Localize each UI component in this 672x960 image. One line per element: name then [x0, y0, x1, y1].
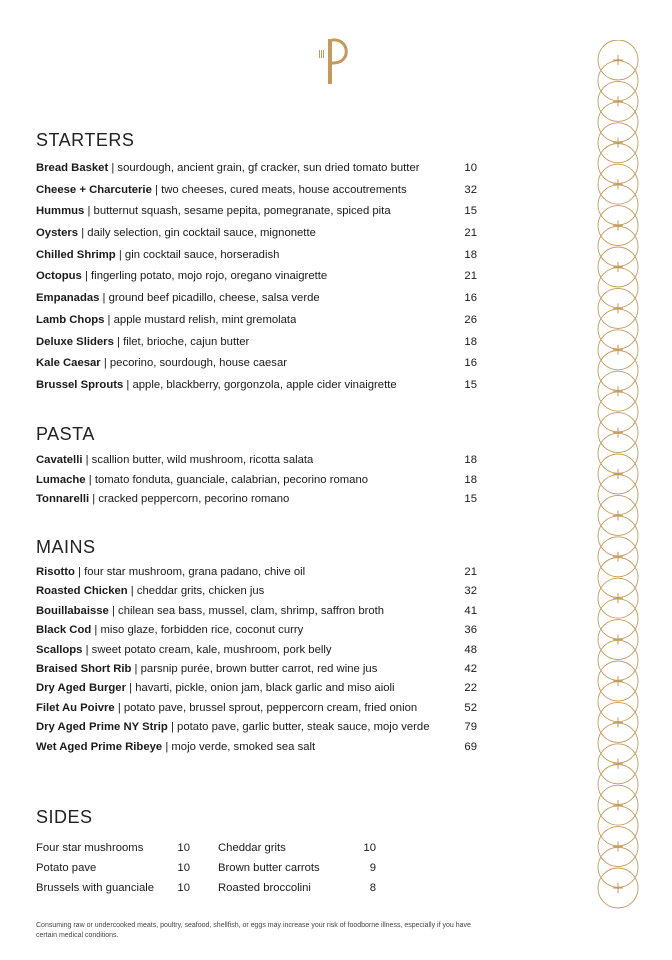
- menu-item: [36, 493, 477, 513]
- menu-item-description: | tomato fonduta, guanciale, calabrian, pecorino romano: [85, 473, 369, 486]
- side-item-price: 10: [363, 842, 376, 854]
- menu-item-text: [36, 721, 430, 733]
- section-title-mains: MAINS: [36, 537, 96, 557]
- side-item-name: Four star mushrooms: [36, 842, 144, 854]
- menu-item-name: Lamb Chops: [36, 313, 105, 326]
- menu-item-text: [36, 474, 368, 486]
- menu-item: [36, 566, 477, 585]
- menu-item-price: 10: [464, 162, 477, 174]
- menu-item-text: [36, 205, 391, 217]
- side-item-price: 10: [177, 882, 190, 894]
- side-item: [36, 862, 190, 874]
- side-item: [218, 882, 376, 894]
- starters-list: [36, 162, 477, 401]
- menu-item-price: 41: [464, 604, 477, 617]
- menu-item-price: 15: [464, 493, 477, 505]
- menu-item-description: | mojo verde, smoked sea salt: [162, 740, 316, 753]
- side-item: [218, 862, 376, 874]
- menu-item-text: [36, 357, 287, 369]
- menu-item-text: [36, 249, 279, 261]
- menu-item: [36, 357, 477, 379]
- menu-item: [36, 663, 477, 682]
- border-circle: [598, 102, 638, 142]
- menu-item: [36, 162, 477, 184]
- side-item-price: 10: [177, 842, 190, 854]
- border-circle: [598, 640, 638, 680]
- menu-item-name: Wet Aged Prime Ribeye: [36, 740, 163, 753]
- foodborne-illness-disclaimer: Consuming raw or undercooked meats, poultry, seafood, shellfish, or eggs may increase your risk of foodborne illness, especially if you have certain medical conditions.: [36, 922, 471, 939]
- border-circle: [598, 599, 638, 639]
- menu-item-name: Black Cod: [36, 624, 92, 637]
- border-circle: [598, 185, 638, 225]
- menu-item-description: | sourdough, ancient grain, gf cracker, sun dried tomato butter: [108, 162, 420, 174]
- side-item-price: 9: [369, 862, 376, 874]
- menu-item-description: | daily selection, gin cocktail sauce, mignonette: [78, 227, 316, 240]
- menu-item-price: 32: [464, 183, 477, 196]
- menu-item: [36, 585, 477, 604]
- menu-item-name: Oysters: [36, 227, 79, 240]
- menu-item-name: Roasted Chicken: [36, 585, 128, 598]
- border-circle: [598, 558, 638, 598]
- menu-item-name: Scallops: [36, 643, 83, 656]
- menu-item-description: | miso glaze, forbidden rice, coconut curry: [91, 624, 304, 637]
- menu-item-text: [36, 682, 395, 694]
- menu-item-name: Octopus: [36, 270, 82, 283]
- menu-item-description: | potato pave, brussel sprout, peppercorn cream, fried onion: [114, 701, 418, 714]
- border-circle: [598, 723, 638, 763]
- menu-item-name: Empanadas: [36, 292, 100, 305]
- menu-item-text: [36, 566, 305, 578]
- menu-item-description: | ground beef picadillo, cheese, salsa verde: [99, 292, 320, 305]
- side-item-price: 10: [177, 862, 190, 874]
- menu-item-description: | sweet potato cream, kale, mushroom, pork belly: [82, 643, 332, 656]
- section-title-sides: SIDES: [36, 807, 93, 827]
- menu-item-price: 42: [464, 662, 477, 675]
- menu-item-name: Dry Aged Burger: [36, 682, 126, 695]
- menu-item-description: | cracked peppercorn, pecorino romano: [89, 493, 290, 505]
- menu-item: [36, 336, 477, 358]
- menu-item: [36, 314, 477, 336]
- menu-item-description: | scallion butter, wild mushroom, ricotta salata: [82, 454, 314, 466]
- menu-item-text: [36, 184, 407, 196]
- sides-row: [36, 878, 376, 898]
- menu-item-price: 79: [464, 721, 477, 734]
- menu-item: [36, 184, 477, 206]
- menu-item-name: Braised Short Rib: [36, 662, 132, 675]
- menu-item-price: 18: [464, 248, 477, 261]
- menu-item-text: [36, 379, 397, 391]
- menu-item-text: [36, 605, 384, 617]
- menu-item-text: [36, 663, 377, 675]
- pasta-list: [36, 454, 477, 513]
- menu-item-description: | apple mustard relish, mint gremolata: [104, 313, 297, 326]
- border-circle: [598, 268, 638, 308]
- menu-item-name: Deluxe Sliders: [36, 335, 114, 348]
- menu-item-description: | two cheeses, cured meats, house accoutrements: [151, 183, 407, 196]
- menu-item-description: | parsnip purée, brown butter carrot, red wine jus: [131, 662, 378, 675]
- menu-item-name: Kale Caesar: [36, 357, 101, 370]
- menu-item-text: [36, 227, 316, 239]
- menu-item-description: | chilean sea bass, mussel, clam, shrimp, saffron broth: [108, 604, 385, 617]
- menu-item-price: 21: [464, 566, 477, 578]
- menu-item: [36, 474, 477, 494]
- border-circle: [598, 765, 638, 805]
- menu-item-description: | filet, brioche, cajun butter: [113, 335, 250, 348]
- mains-list: [36, 566, 477, 760]
- border-circle: [598, 682, 638, 722]
- menu-item: [36, 721, 477, 740]
- border-circle: [598, 516, 638, 556]
- menu-item-price: 36: [464, 624, 477, 637]
- border-circle: [598, 392, 638, 432]
- menu-item-text: [36, 292, 320, 304]
- menu-item-name: Tonnarelli: [36, 493, 90, 505]
- menu-item-name: Hummus: [36, 205, 85, 218]
- menu-item-description: | gin cocktail sauce, horseradish: [115, 248, 280, 261]
- menu-item-price: 52: [464, 701, 477, 714]
- menu-item-text: [36, 644, 332, 656]
- menu-item-name: Cavatelli: [36, 454, 83, 466]
- sides-row: [36, 858, 376, 878]
- sparkle-dot: [617, 887, 619, 889]
- sides-grid: [36, 838, 376, 898]
- menu-item-description: | apple, blackberry, gorgonzola, apple cider vinaigrette: [123, 378, 397, 391]
- menu-item: [36, 227, 477, 249]
- sides-row: [36, 838, 376, 858]
- menu-item-price: 26: [464, 313, 477, 326]
- menu-item: [36, 249, 477, 271]
- menu-item-text: [36, 270, 327, 282]
- menu-item-price: 18: [464, 454, 477, 466]
- menu-item-price: 18: [464, 335, 477, 348]
- menu-item-name: Bread Basket: [36, 162, 109, 174]
- menu-item-price: 15: [464, 378, 477, 391]
- menu-item-text: [36, 162, 419, 174]
- border-circle: [598, 806, 638, 846]
- menu-item-name: Filet Au Poivre: [36, 701, 115, 714]
- border-circle: [598, 144, 638, 184]
- menu-item-price: 18: [464, 473, 477, 486]
- menu-item-name: Brussel Sprouts: [36, 378, 124, 391]
- menu-item-text: [36, 454, 313, 466]
- menu-item-description: | fingerling potato, mojo rojo, oregano vinaigrette: [81, 270, 328, 283]
- side-item-name: Brown butter carrots: [218, 862, 320, 874]
- menu-item-text: [36, 314, 296, 326]
- border-circle: [598, 226, 638, 266]
- menu-item: [36, 292, 477, 314]
- menu-item-name: Risotto: [36, 566, 75, 578]
- menu-item-name: Lumache: [36, 473, 86, 486]
- side-item: [218, 842, 376, 854]
- menu-item-description: | butternut squash, sesame pepita, pomegranate, spiced pita: [84, 205, 391, 218]
- menu-item-price: 22: [464, 682, 477, 695]
- border-circle: [598, 847, 638, 887]
- menu-item-description: | four star mushroom, grana padano, chive oil: [74, 566, 306, 578]
- menu-item-name: Bouillabaisse: [36, 604, 109, 617]
- menu-item-description: | havarti, pickle, onion jam, black garlic and miso aioli: [125, 682, 395, 695]
- menu-item-price: 21: [464, 227, 477, 240]
- menu-item-text: [36, 493, 289, 505]
- border-circle: [598, 433, 638, 473]
- side-item-name: Cheddar grits: [218, 842, 286, 854]
- menu-item: [36, 624, 477, 643]
- side-item-name: Roasted broccolini: [218, 882, 311, 894]
- menu-item-text: [36, 585, 264, 597]
- border-circle: [598, 309, 638, 349]
- menu-item-name: Cheese + Charcuterie: [36, 183, 152, 196]
- menu-item: [36, 605, 477, 624]
- menu-item-description: | pecorino, sourdough, house caesar: [100, 357, 288, 370]
- side-item: [36, 882, 190, 894]
- p-monogram-icon: [316, 36, 356, 88]
- section-title-pasta: PASTA: [36, 424, 95, 444]
- border-circle: [598, 475, 638, 515]
- side-item-price: 8: [369, 882, 376, 894]
- side-item-name: Potato pave: [36, 862, 97, 874]
- menu-item-price: 69: [464, 740, 477, 753]
- menu-item-name: Chilled Shrimp: [36, 248, 116, 261]
- border-circle: [598, 351, 638, 391]
- border-circle: [598, 61, 638, 101]
- menu-item: [36, 702, 477, 721]
- menu-item-price: 16: [464, 357, 477, 370]
- menu-item: [36, 205, 477, 227]
- menu-item-description: | potato pave, garlic butter, steak sauce, mojo verde: [167, 721, 430, 734]
- menu-item: [36, 741, 477, 760]
- decorative-border-pattern: [595, 40, 641, 920]
- menu-item: [36, 682, 477, 701]
- menu-item-description: | cheddar grits, chicken jus: [127, 585, 265, 598]
- menu-item: [36, 270, 477, 292]
- menu-item-text: [36, 624, 303, 636]
- menu-item-price: 32: [464, 585, 477, 598]
- menu-item-text: [36, 336, 249, 348]
- menu-item: [36, 644, 477, 663]
- menu-item: [36, 379, 477, 401]
- menu-item-text: [36, 702, 417, 714]
- side-item: [36, 842, 190, 854]
- menu-item-text: [36, 741, 315, 753]
- side-item-name: Brussels with guanciale: [36, 882, 155, 894]
- menu-item: [36, 454, 477, 474]
- menu-item-price: 48: [464, 643, 477, 656]
- menu-item-price: 21: [464, 270, 477, 283]
- section-title-starters: STARTERS: [36, 130, 135, 150]
- menu-item-price: 16: [464, 292, 477, 305]
- menu-item-name: Dry Aged Prime NY Strip: [36, 721, 168, 734]
- menu-item-price: 15: [464, 205, 477, 218]
